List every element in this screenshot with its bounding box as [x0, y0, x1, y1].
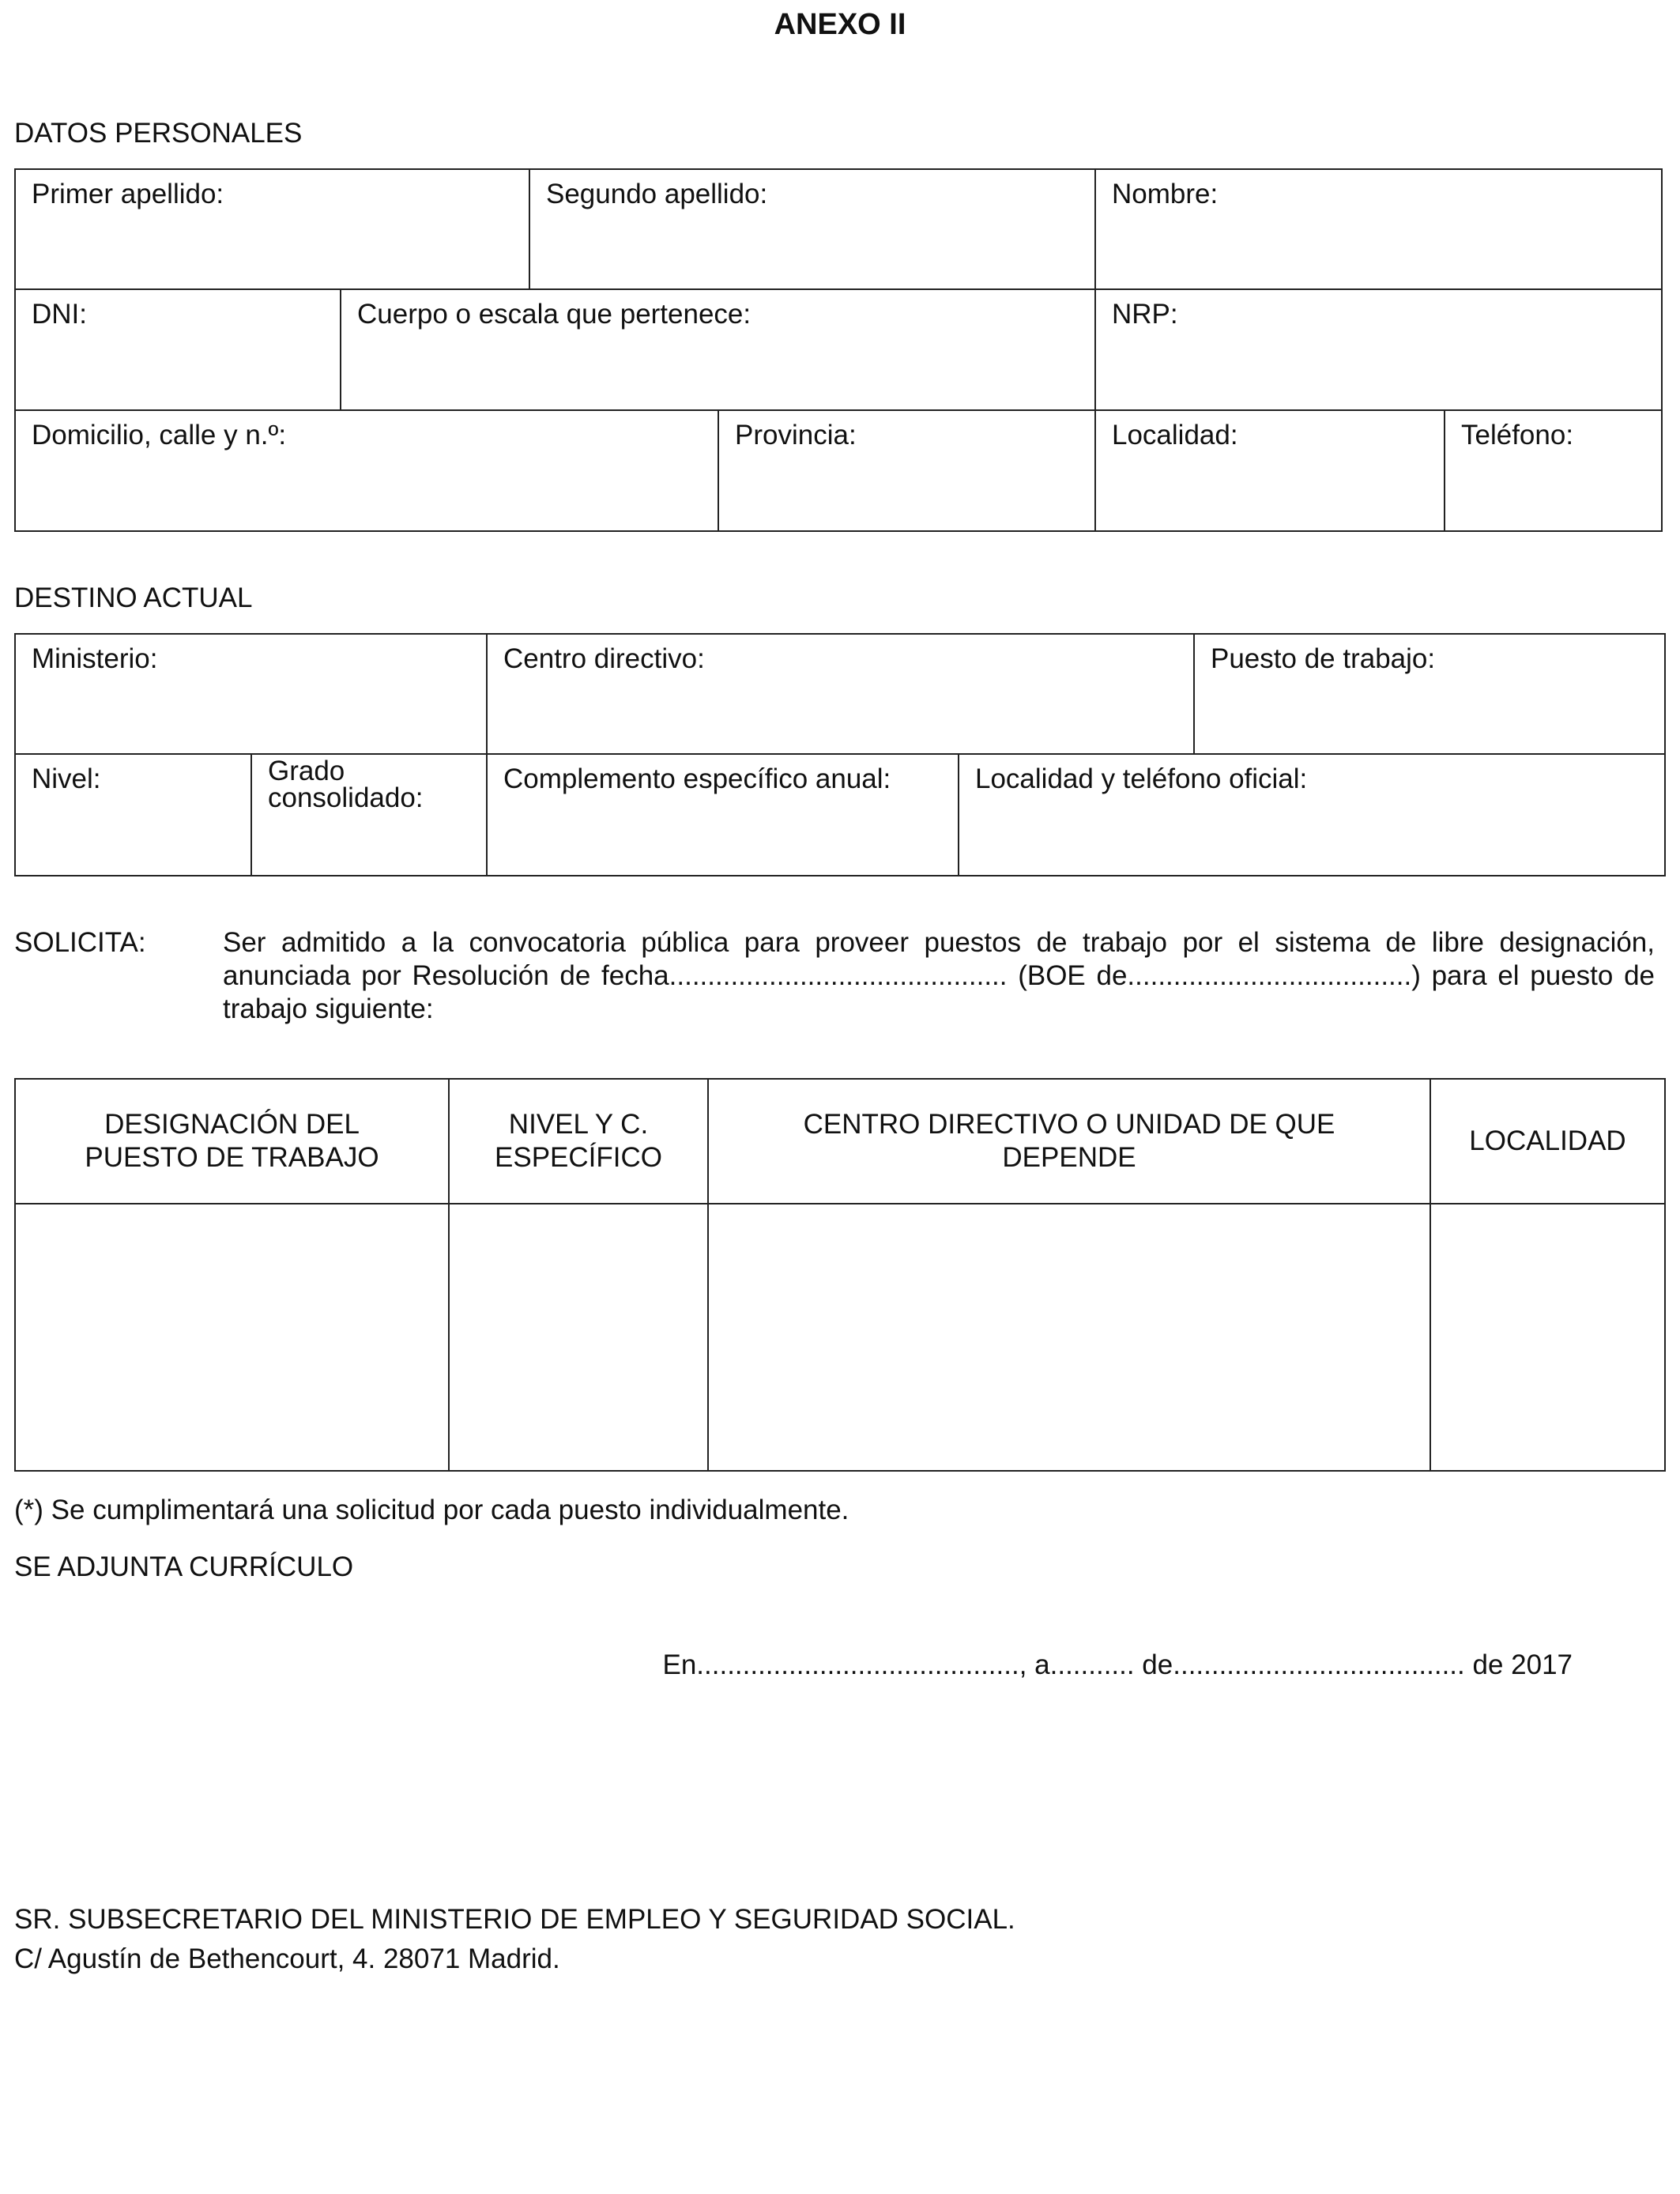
puestos-table — [14, 1078, 1666, 1472]
field-label: Complemento específico anual: — [503, 763, 891, 794]
field-label: Puesto de trabajo: — [1211, 643, 1436, 674]
destinatario: SR. SUBSECRETARIO DEL MINISTERIO DE EMPLEO Y SEGURIDAD SOCIAL. — [14, 1904, 1015, 1935]
table-header-centro-directivo — [709, 1080, 1431, 1204]
solicita-label: SOLICITA: — [14, 927, 146, 958]
field-label: Domicilio, calle y n.º: — [32, 420, 287, 450]
field-label: Segundo apellido: — [546, 179, 768, 209]
fecha-lugar-line: En.........................................., a........... de...................................... de 2017 — [662, 1649, 1573, 1680]
header-label: NIVEL Y C. ESPECÍFICO — [495, 1109, 662, 1173]
field-cuerpo-escala[interactable] — [341, 290, 1096, 411]
field-centro-directivo[interactable] — [488, 635, 1195, 755]
field-grado-consolidado[interactable] — [252, 755, 488, 875]
direccion: C/ Agustín de Bethencourt, 4. 28071 Madrid. — [14, 1943, 560, 1974]
destino-actual-table — [14, 633, 1666, 876]
table-cell-nivel[interactable] — [450, 1204, 709, 1470]
section-heading-datos-personales: DATOS PERSONALES — [14, 118, 303, 149]
solicita-text: Ser admitido a la convocatoria pública para proveer puestos de trabajo por el sistema de libre designación, anunciada por Resolución de fecha............................................ (BOE de.....................................) para el puesto de trabajo siguiente: — [223, 927, 1655, 1024]
field-label: Grado consolidado: — [268, 756, 424, 813]
field-label: Localidad y teléfono oficial: — [975, 763, 1308, 794]
table-cell-designacion[interactable] — [16, 1204, 450, 1470]
field-label: Primer apellido: — [32, 179, 224, 209]
field-localidad-telefono-oficial[interactable] — [959, 755, 1664, 875]
field-puesto-trabajo[interactable] — [1195, 635, 1664, 755]
field-ministerio[interactable] — [16, 635, 488, 755]
field-dni[interactable] — [16, 290, 341, 411]
field-provincia[interactable] — [719, 411, 1096, 530]
field-nrp[interactable] — [1096, 290, 1661, 411]
field-domicilio[interactable] — [16, 411, 719, 530]
field-label: Centro directivo: — [503, 643, 705, 674]
datos-personales-table — [14, 168, 1663, 532]
table-header-designacion — [16, 1080, 450, 1204]
section-heading-destino-actual: DESTINO ACTUAL — [14, 582, 253, 613]
field-nivel[interactable] — [16, 755, 252, 875]
field-segundo-apellido[interactable] — [530, 170, 1096, 290]
field-primer-apellido[interactable] — [16, 170, 530, 290]
field-label: Teléfono: — [1461, 420, 1574, 450]
table-header-localidad — [1431, 1080, 1664, 1204]
field-label: Nivel: — [32, 763, 101, 794]
page-title: ANEXO II — [774, 8, 906, 41]
field-label: NRP: — [1112, 299, 1178, 330]
field-label: Nombre: — [1112, 179, 1219, 209]
header-label: CENTRO DIRECTIVO O UNIDAD DE QUE DEPENDE — [803, 1109, 1335, 1173]
table-cell-centro-directivo[interactable] — [709, 1204, 1431, 1470]
field-nombre[interactable] — [1096, 170, 1661, 290]
table-header-nivel — [450, 1080, 709, 1204]
header-label: LOCALIDAD — [1469, 1125, 1626, 1156]
field-label: Localidad: — [1112, 420, 1238, 450]
field-label: Provincia: — [735, 420, 857, 450]
field-telefono[interactable] — [1445, 411, 1661, 530]
adjunta-curriculo: SE ADJUNTA CURRÍCULO — [14, 1551, 354, 1582]
field-label: Ministerio: — [32, 643, 158, 674]
field-localidad[interactable] — [1096, 411, 1445, 530]
field-complemento-especifico[interactable] — [488, 755, 959, 875]
field-label: Cuerpo o escala que pertenece: — [357, 299, 751, 330]
field-label: DNI: — [32, 299, 87, 330]
table-cell-localidad[interactable] — [1431, 1204, 1664, 1470]
header-label: DESIGNACIÓN DEL PUESTO DE TRABAJO — [85, 1109, 379, 1173]
footnote: (*) Se cumplimentará una solicitud por cada puesto individualmente. — [14, 1495, 849, 1525]
